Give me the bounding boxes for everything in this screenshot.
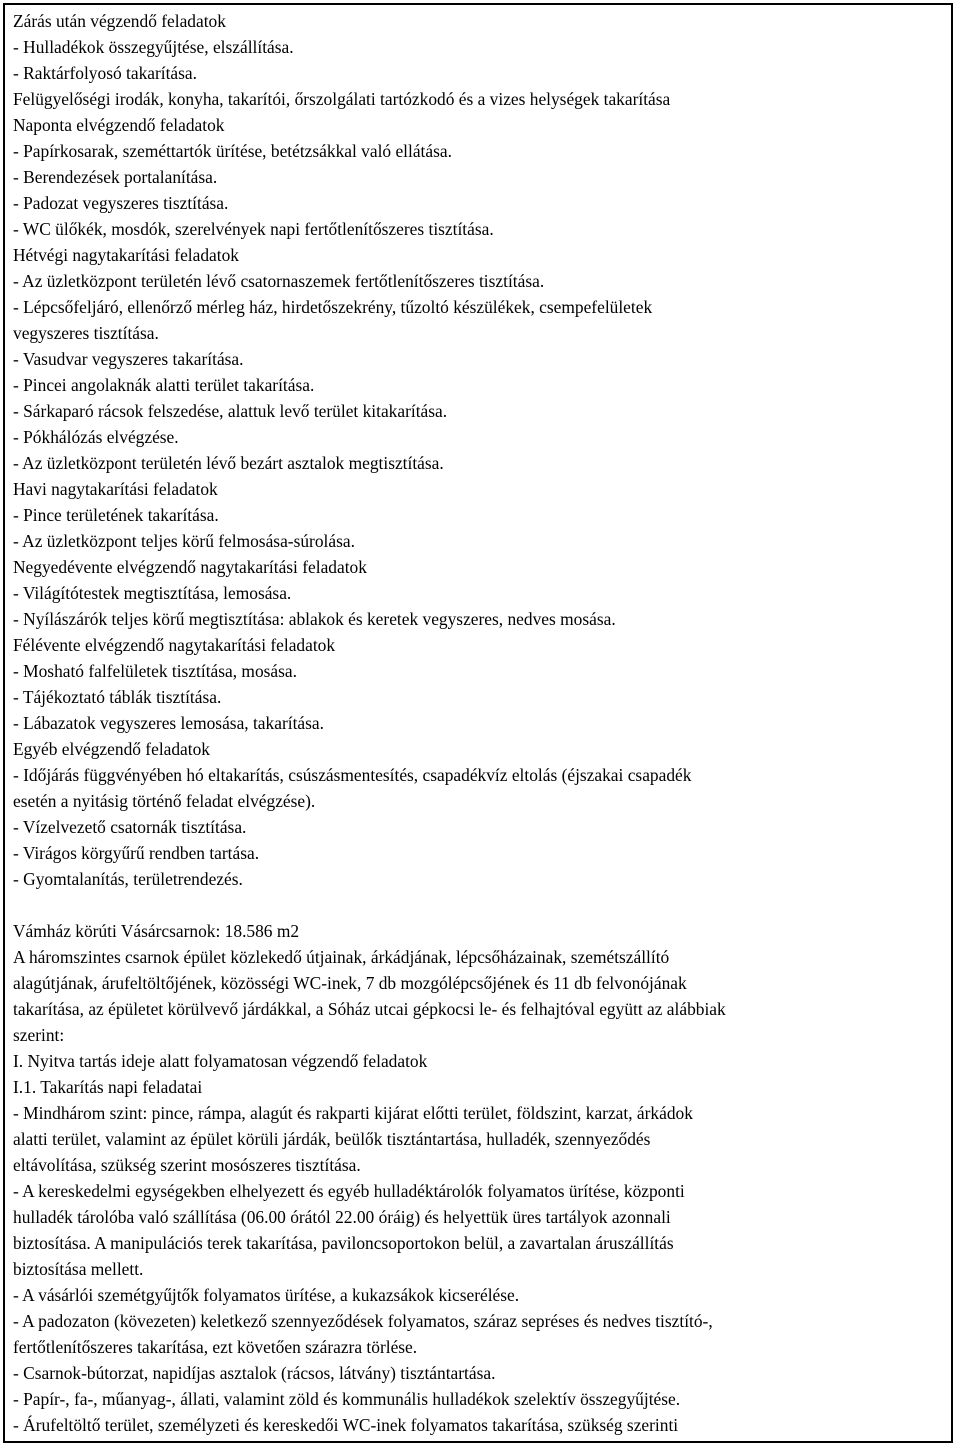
text-line: - Virágos körgyűrű rendben tartása. <box>13 843 260 863</box>
text-line: - A padozaton (kövezeten) keletkező szennyeződések folyamatos, száraz sepréses és nedves tisztító-, <box>13 1311 713 1331</box>
text-line: - Mindhárom szint: pince, rámpa, alagút és rakparti kijárat előtti terület, földszint, karzat, árkádok <box>13 1103 693 1123</box>
text-line: I. Nyitva tartás ideje alatt folyamatosan végzendő feladatok <box>13 1051 428 1071</box>
text-line: hulladék tárolóba való szállítása (06.00 órától 22.00 óráig) és helyettük üres tartályok azonnali <box>13 1207 671 1227</box>
blank-line <box>13 892 943 918</box>
text-line: - Vasudvar vegyszeres takarítása. <box>13 349 244 369</box>
text-line: - Gyomtalanítás, területrendezés. <box>13 869 243 889</box>
text-line: - Az üzletközpont területén lévő csatornaszemek fertőtlenítőszeres tisztítása. <box>13 271 545 291</box>
text-line: Egyéb elvégzendő feladatok <box>13 739 211 759</box>
text-line: - WC ülőkék, mosdók, szerelvények napi fertőtlenítőszeres tisztítása. <box>13 219 494 239</box>
text-line: - Papírkosarak, szeméttartók ürítése, betétzsákkal való ellátása. <box>13 141 452 161</box>
text-line: - Világítótestek megtisztítása, lemosása. <box>13 583 292 603</box>
text-line: - Berendezések portalanítása. <box>13 167 218 187</box>
text-line: - Árufeltöltő terület, személyzeti és kereskedői WC-inek folyamatos takarítása, szükség szerinti <box>13 1415 679 1435</box>
document-body <box>5 5 951 1438</box>
text-line: - Időjárás függvényében hó eltakarítás, csúszásmentesítés, csapadékvíz eltolás (éjszakai csapadék <box>13 765 692 785</box>
text-line: vegyszeres tisztítása. <box>13 323 159 343</box>
text-line: eltávolítása, szükség szerint mosószeres tisztítása. <box>13 1155 361 1175</box>
text-line: - Lépcsőfeljáró, ellenőrző mérleg ház, hirdetőszekrény, tűzoltó készülékek, csempefelületek <box>13 297 653 317</box>
text-line: - A kereskedelmi egységekben elhelyezett és egyéb hulladéktárolók folyamatos ürítése, központi <box>13 1181 685 1201</box>
text-line: - Lábazatok vegyszeres lemosása, takarítása. <box>13 713 324 733</box>
cleaning-tasks-section <box>13 8 943 892</box>
text-line: - Padozat vegyszeres tisztítása. <box>13 193 229 213</box>
text-line: - Pincei angolaknák alatti terület takarítása. <box>13 375 315 395</box>
text-line: I.1. Takarítás napi feladatai <box>13 1077 203 1097</box>
text-line: Félévente elvégzendő nagytakarítási feladatok <box>13 635 336 655</box>
text-line: alatti terület, valamint az épület körüli járdák, beülők tisztántartása, hulladék, szennyeződés <box>13 1129 651 1149</box>
text-line: Vámház körúti Vásárcsarnok: 18.586 m2 <box>13 921 300 941</box>
text-line: - Az üzletközpont teljes körű felmosása-súrolása. <box>13 531 355 551</box>
text-line: Havi nagytakarítási feladatok <box>13 479 218 499</box>
text-line: - Pókhálózás elvégzése. <box>13 427 179 447</box>
text-line: esetén a nyitásig történő feladat elvégzése). <box>13 791 316 811</box>
text-line: - Hulladékok összegyűjtése, elszállítása. <box>13 37 294 57</box>
text-line: alagútjának, árufeltöltőjének, közösségi WC-inek, 7 db mozgólépcsőjének és 11 db felvonójának <box>13 973 687 993</box>
text-line: Negyedévente elvégzendő nagytakarítási feladatok <box>13 557 367 577</box>
text-line: - Nyílászárók teljes körű megtisztítása: ablakok és keretek vegyszeres, nedves mosása. <box>13 609 616 629</box>
text-line: - Raktárfolyosó takarítása. <box>13 63 197 83</box>
text-line: - Sárkaparó rácsok felszedése, alattuk levő terület kitakarítása. <box>13 401 448 421</box>
document-page <box>3 3 953 1443</box>
text-line: - Tájékoztató táblák tisztítása. <box>13 687 222 707</box>
text-line: A háromszintes csarnok épület közlekedő útjainak, árkádjának, lépcsőházainak, szemétszállító <box>13 947 670 967</box>
market-hall-section <box>13 918 943 1438</box>
text-line: biztosítása. A manipulációs terek takarítása, paviloncsoportokon belül, a zavartalan áruszállítás <box>13 1233 674 1253</box>
text-line: - Az üzletközpont területén lévő bezárt asztalok megtisztítása. <box>13 453 444 473</box>
text-line: Naponta elvégzendő feladatok <box>13 115 225 135</box>
text-line: Hétvégi nagytakarítási feladatok <box>13 245 239 265</box>
text-line: biztosítása mellett. <box>13 1259 144 1279</box>
text-line: takarítása, az épületet körülvevő járdákkal, a Sóház utcai gépkocsi le- és felhajtóval együtt az alábbiak <box>13 999 726 1019</box>
text-line: - Csarnok-bútorzat, napidíjas asztalok (rácsos, látvány) tisztántartása. <box>13 1363 496 1383</box>
text-line: - Vízelvezető csatornák tisztítása. <box>13 817 247 837</box>
text-line: Felügyelőségi irodák, konyha, takarítói, őrszolgálati tartózkodó és a vizes helységek takarítása <box>13 89 671 109</box>
text-line: Zárás után végzendő feladatok <box>13 11 226 31</box>
text-line: fertőtlenítőszeres takarítása, ezt követően szárazra törlése. <box>13 1337 418 1357</box>
text-line: - Mosható falfelületek tisztítása, mosása. <box>13 661 297 681</box>
text-line: - A vásárlói szemétgyűjtők folyamatos ürítése, a kukazsákok kicserélése. <box>13 1285 520 1305</box>
text-line: - Pince területének takarítása. <box>13 505 219 525</box>
text-line: - Papír-, fa-, műanyag-, állati, valamint zöld és kommunális hulladékok szelektív összegyűjtése. <box>13 1389 681 1409</box>
text-line: szerint: <box>13 1025 65 1045</box>
